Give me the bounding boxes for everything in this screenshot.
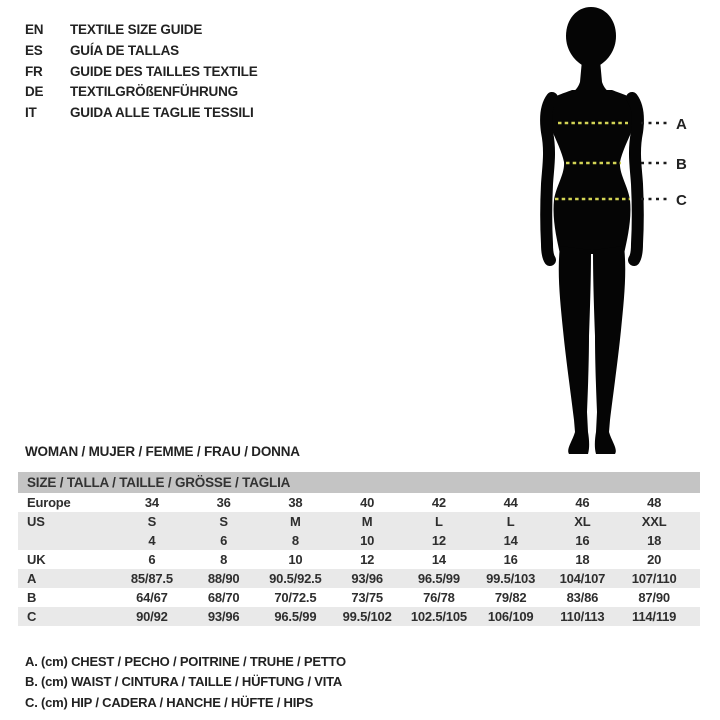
size-value-cell: 96.5/99 <box>417 571 460 586</box>
size-value-cell: 104/107 <box>559 571 606 586</box>
size-row-label: UK <box>27 552 46 567</box>
size-value-cell: 107/110 <box>631 571 677 586</box>
size-table-row <box>18 531 700 550</box>
size-table-row <box>18 607 700 626</box>
language-code: FR <box>25 63 43 79</box>
language-code: ES <box>25 42 43 58</box>
language-code: DE <box>25 84 44 100</box>
size-value-cell: 87/90 <box>638 590 670 605</box>
size-value-cell: 4 <box>148 533 156 548</box>
size-table <box>18 472 700 626</box>
language-code: EN <box>25 22 44 37</box>
size-value-cell: 18 <box>647 533 662 548</box>
size-value-cell: M <box>361 514 373 529</box>
size-value-cell: S <box>147 514 157 529</box>
size-value-cell: 96.5/99 <box>274 609 317 624</box>
size-value-cell: 12 <box>360 552 375 567</box>
size-value-cell: 16 <box>503 552 518 567</box>
size-value-cell: 79/82 <box>494 590 527 605</box>
size-value-cell: 18 <box>575 552 590 567</box>
silhouette-left-leg <box>559 246 591 454</box>
size-value-cell: 42 <box>431 495 446 510</box>
size-value-cell: 106/109 <box>487 609 534 624</box>
size-table-row <box>18 493 700 512</box>
language-row-es <box>25 41 258 62</box>
silhouette-right-arm <box>632 98 638 260</box>
size-value-cell: 14 <box>503 533 518 548</box>
size-row-label: US <box>27 514 45 529</box>
language-list <box>25 20 258 124</box>
size-value-cell: 110/113 <box>560 609 605 624</box>
size-value-cell: 8 <box>220 552 228 567</box>
silhouette-head <box>566 7 616 65</box>
size-value-cell: 68/70 <box>207 590 240 605</box>
size-value-cell: 46 <box>575 495 590 510</box>
marker-label-c: C <box>676 192 687 209</box>
size-row-label: A <box>27 571 37 586</box>
size-value-cell: 76/78 <box>423 590 455 605</box>
woman-silhouette-figure <box>500 0 700 460</box>
legend-line-hip: C. (cm) HIP / CADERA / HANCHE / HÜFTE / HIPS <box>25 694 314 710</box>
size-row-label: B <box>27 590 37 605</box>
size-table-row <box>18 550 700 569</box>
size-value-cell: 38 <box>288 495 303 510</box>
silhouette-torso <box>545 90 639 254</box>
size-value-cell: 64/67 <box>136 590 168 605</box>
marker-label-a: A <box>676 116 687 133</box>
language-title: TEXTILGRÖßENFÜHRUNG <box>70 84 238 100</box>
language-title: TEXTILE SIZE GUIDE <box>70 22 203 37</box>
measurement-legend <box>25 652 346 713</box>
size-value-cell: 44 <box>503 495 518 510</box>
size-value-cell: 6 <box>148 552 156 567</box>
size-value-cell: S <box>219 514 228 529</box>
size-value-cell: 10 <box>288 552 303 567</box>
language-title: GUIDE DES TAILLES TEXTILE <box>70 63 258 79</box>
size-value-cell: 99.5/103 <box>486 571 536 586</box>
size-value-cell: 48 <box>647 495 662 510</box>
size-row-label <box>18 531 116 550</box>
size-row-label: Europe <box>27 495 71 510</box>
size-value-cell: 12 <box>431 533 446 548</box>
size-table-body <box>18 493 700 626</box>
size-row-label: C <box>27 609 37 624</box>
size-value-cell: 102.5/105 <box>410 609 467 624</box>
language-row-de <box>25 82 258 103</box>
size-value-cell: 93/96 <box>207 609 240 624</box>
size-value-cell: XL <box>574 514 591 529</box>
size-table-header: SIZE / TALLA / TAILLE / GRÖSSE / TAGLIA <box>18 472 700 493</box>
language-row-fr <box>25 62 258 83</box>
language-title: GUIDA ALLE TAGLIE TESSILI <box>70 105 254 121</box>
silhouette-right-leg <box>593 246 625 454</box>
language-row-en <box>25 20 258 41</box>
size-table-row <box>18 588 700 607</box>
marker-label-b: B <box>676 156 687 173</box>
size-value-cell: 85/87.5 <box>130 571 173 586</box>
size-value-cell: 93/96 <box>351 571 383 586</box>
size-value-cell: 73/75 <box>351 590 383 605</box>
size-value-cell: 90.5/92.5 <box>269 571 322 586</box>
size-value-cell: 36 <box>216 495 231 510</box>
size-value-cell: 10 <box>360 533 375 548</box>
size-value-cell: XXL <box>641 514 667 529</box>
section-title-woman: WOMAN / MUJER / FEMME / FRAU / DONNA <box>25 444 300 459</box>
size-value-cell: 16 <box>575 533 590 548</box>
language-code: IT <box>25 105 37 121</box>
size-value-cell: 40 <box>360 495 375 510</box>
size-table-row <box>18 512 700 531</box>
size-value-cell: 14 <box>431 552 446 567</box>
size-value-cell: 34 <box>144 495 159 510</box>
size-value-cell: 83/86 <box>566 590 599 605</box>
size-value-cell: 88/90 <box>207 571 240 586</box>
size-value-cell: 20 <box>647 552 662 567</box>
size-value-cell: L <box>506 514 515 529</box>
legend-line-chest: A. (cm) CHEST / PECHO / POITRINE / TRUHE / PETTO <box>25 654 346 669</box>
size-table-row <box>18 569 700 588</box>
language-title: GUÍA DE TALLAS <box>70 42 179 58</box>
legend-line-waist: B. (cm) WAIST / CINTURA / TAILLE / HÜFTUNG / VITA <box>25 674 343 690</box>
silhouette-left-arm <box>546 98 552 260</box>
silhouette-neck <box>570 60 612 94</box>
measurement-figure <box>500 0 700 460</box>
size-value-cell: M <box>290 514 301 529</box>
size-value-cell: 70/72.5 <box>274 590 317 605</box>
language-row-it <box>25 103 258 124</box>
size-value-cell: 8 <box>291 533 299 548</box>
size-value-cell: 114/119 <box>632 609 677 624</box>
size-value-cell: 90/92 <box>136 609 168 624</box>
size-value-cell: 6 <box>220 533 228 548</box>
size-value-cell: 99.5/102 <box>342 609 392 624</box>
size-value-cell: L <box>435 514 443 529</box>
